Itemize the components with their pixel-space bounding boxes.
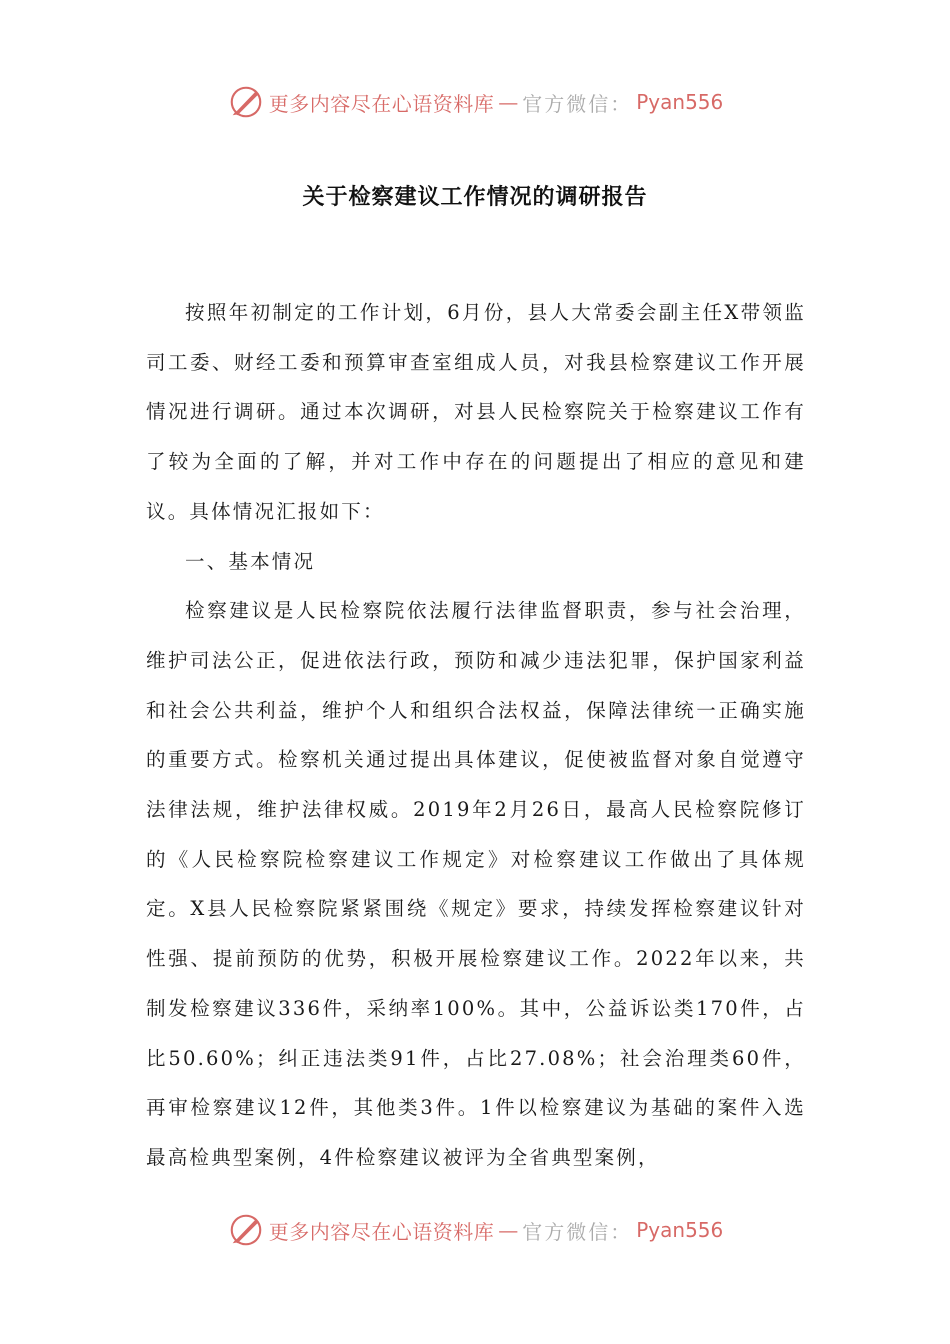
pen-logo-icon bbox=[227, 83, 265, 121]
watermark-banner-bottom bbox=[0, 1208, 950, 1252]
watermark-site-text: 更多内容尽在心语资料库 bbox=[268, 1219, 495, 1244]
watermark-banner-top bbox=[0, 80, 950, 124]
watermark-wechat-id: Pyan556 bbox=[636, 90, 724, 114]
paragraph-basic-situation: 检察建议是人民检察院依法履行法律监督职责，参与社会治理，维护司法公正，促进依法行政，预防和减少违法犯罪，保护国家利益和社会公共利益，维护个人和组织合法权益，保障法律统一正确实施的重要方式。检察机关通过提出具体建议，促使被监督对象自觉遵守法律法规，维护法律权威。2019年2月26日，最高人民检察院修订的《人民检察院检察建议工作规定》对检察建议工作做出了具体规定。X县人民检察院紧紧围绕《规定》要求，持续发挥检察建议针对性强、提前预防的优势，积极开展检察建议工作。2022年以来，共制发检察建议336件，采纳率100%。其中，公益诉讼类170件，占比50.60%；纠正违法类91件，占比27.08%；社会治理类60件，再审检察建议12件，其他类3件。1件以检察建议为基础的案件入选最高检典型案例，4件检察建议被评为全省典型案例， bbox=[146, 599, 806, 1169]
watermark-official-label: 官方微信： bbox=[522, 1219, 633, 1244]
document-body bbox=[146, 288, 806, 1183]
pen-logo-icon bbox=[227, 1211, 265, 1249]
watermark-dash: — bbox=[498, 90, 519, 114]
watermark-wechat-id: Pyan556 bbox=[636, 1218, 724, 1242]
watermark-dash: — bbox=[498, 1218, 519, 1242]
section-heading-basic: 一、基本情况 bbox=[185, 549, 316, 573]
document-title: 关于检察建议工作情况的调研报告 bbox=[302, 184, 648, 210]
watermark-official-label: 官方微信： bbox=[522, 91, 633, 116]
paragraph-intro: 按照年初制定的工作计划，6月份，县人大常委会副主任X带领监司工委、财经工委和预算审查室组成人员，对我县检察建议工作开展情况进行调研。通过本次调研，对县人民检察院关于检察建议工作有了较为全面的了解，并对工作中存在的问题提出了相应的意见和建议。具体情况汇报如下： bbox=[146, 301, 806, 523]
watermark-site-text: 更多内容尽在心语资料库 bbox=[268, 91, 495, 116]
